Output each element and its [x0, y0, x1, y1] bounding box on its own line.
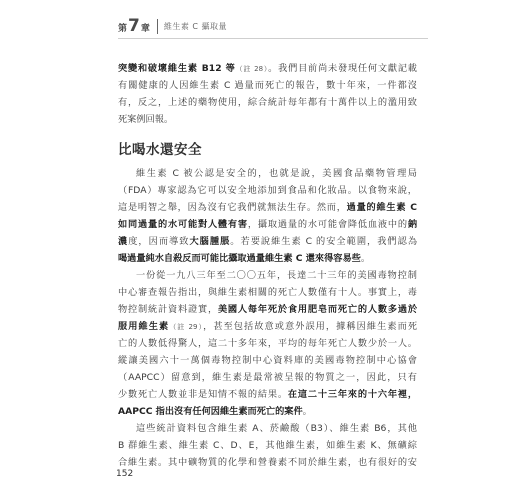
text-line	[118, 301, 417, 318]
text-span: 。若要說維生素 C 的安全範圍，我們認為	[230, 236, 417, 247]
bold-text: 突變和破壞維生素 B12 等	[118, 63, 236, 74]
bold-text: 喝過量純水自殺反而可能比攝取過量維生素 C 還來得容易些	[118, 253, 361, 264]
section-heading-row	[118, 137, 417, 159]
text-span: 少數死亡人數並非是知情不報的結果。	[118, 389, 288, 400]
text-line	[118, 386, 417, 403]
text-line: B 群維生素、維生素 C、D、E，其他維生素，如維生素 K、無礦綜	[118, 440, 417, 451]
bold-text: 過量的維生素 C	[346, 202, 417, 213]
text-line	[118, 403, 417, 420]
text-line: 縱讓美國六十一萬個毒物控制中心資料庫的美國毒物控制中心協會	[118, 355, 417, 366]
paragraph-3	[118, 267, 417, 420]
text-line: 亡的人數低得驚人，這二十多年來，平均的每年死亡人數少於一人。	[118, 338, 417, 349]
citation-note: （註 28）	[235, 65, 269, 73]
text-line: 有，反之，上述的藥物使用，綜合統計每年都有十萬件以上的濫用致	[118, 97, 417, 108]
bold-text: 服用維生素	[118, 321, 170, 332]
page-number: 152	[116, 469, 134, 479]
text-span: ，攝取過量的水可能會降低血液中的	[247, 219, 408, 230]
bold-text: 鈉	[407, 219, 417, 230]
running-header	[118, 15, 418, 37]
text-span: 。	[360, 253, 371, 264]
text-span: 度，因而導致	[128, 236, 190, 247]
text-line	[118, 318, 417, 335]
text-span: 。我們目前尚未發現任何文獻記載	[268, 63, 417, 74]
chapter-title: 維生素 C 攝取量	[163, 21, 228, 31]
citation-note: （註 29）	[169, 323, 204, 331]
text-line: 死案例回報。	[118, 114, 174, 125]
paragraph-1	[118, 60, 417, 128]
text-line: 合維生素。其中礦物質的化學和營養素不同於維生素，也有很好的安	[118, 457, 417, 468]
text-line	[118, 199, 417, 216]
text-line: （FDA）專家認為它可以安全地添加到食品和化妝品。以食物來說，	[118, 185, 417, 196]
text-line: 這些統計資料包含維生素 A、菸鹼酸（B3）、維生素 B6，其他	[136, 423, 417, 434]
header-divider	[157, 19, 158, 34]
bold-text: 在這二十三年來的十六年裡，	[287, 389, 417, 400]
bold-text: 濃	[118, 236, 129, 247]
paragraph-2	[118, 165, 417, 267]
text-line: 有關健康的人因維生素 C 過量而死亡的報告，數十年來，一件都沒	[118, 80, 417, 91]
text-line	[118, 216, 417, 233]
paragraph-4	[118, 420, 417, 471]
body-text	[118, 60, 417, 471]
chapter-number: 7	[128, 16, 140, 36]
bold-text: 大腦腫脹	[189, 236, 231, 247]
text-line: （AAPCC）留意到，維生素是最常被呈報的物質之一，因此，只有	[118, 372, 417, 383]
text-span: 這是明智之舉，因為沒有它我們就無法生存。然而，	[118, 202, 347, 213]
text-span: 物控制統計資料證實，	[118, 304, 218, 315]
chapter-label	[118, 18, 150, 34]
bold-text: 如同過量的水可能對人體有害	[118, 219, 248, 230]
text-span: 。	[302, 406, 312, 417]
section-heading: 比喝水還安全	[118, 142, 202, 158]
text-span: ，甚至包括故意或意外誤用，據稱因維生素而死	[203, 321, 417, 332]
text-line: 維生素 C 被公認是安全的，也就是說，美國食品藥物管理局	[136, 168, 417, 179]
text-line	[118, 233, 417, 250]
chapter-suffix: 章	[140, 24, 150, 34]
text-line: 中心審查報告指出，與維生素相關的死亡人數僅有十人。事實上，毒	[118, 287, 417, 298]
bold-text: AAPCC 指出沒有任何因維生素而死亡的案件	[118, 406, 303, 417]
text-line	[118, 250, 417, 267]
bold-text: 美國人每年死於食用肥皂而死亡的人數多過於	[217, 304, 417, 315]
text-line	[118, 60, 417, 77]
text-line: 一份從一九八三年至二〇〇五年，長達二十三年的美國毒物控制	[136, 270, 417, 281]
header-rule	[118, 38, 428, 39]
chapter-prefix: 第	[118, 24, 128, 34]
